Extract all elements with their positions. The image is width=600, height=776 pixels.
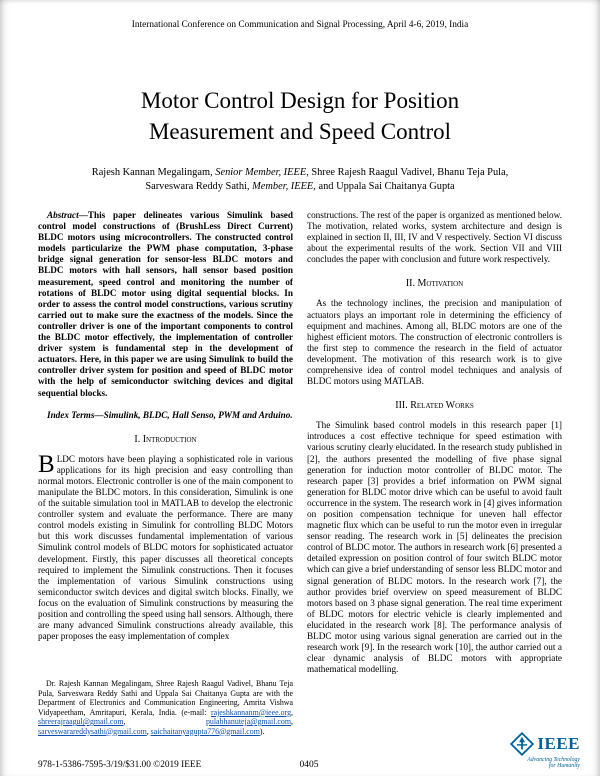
conference-header: International Conference on Communication and Signal Processing, April 4-6, 2019, India (131, 20, 469, 30)
membership-designation: Senior Member, IEEE (215, 167, 307, 178)
introduction-text: LDC motors have been playing a sophisticated role in various applications for its high precision and easy controlling than normal motors. Electronic controller is one of the main component to manipulate the BLDC motors. In this consideration, Simulink is one of the suitable simulation tool in MATLAB to develop the electronic controller system and evaluate the performance. There are many control models existing in Simulink for controlling BLDC Motors but this work discusses fundamental implementation of various Simulink control models of BLDC motors for sophisticated actuator development. Firstly, this paper discusses all theoretical concepts required to implement the Simulink constructions. Then it focuses the implementation of various Simulink constructions using semiconductor switch devices and digital switch blocks. Finally, we focus on the evaluation of Simulink constructions by measuring the position and controlling the speed using hall sensors. Although, there are many advanced Simulink constructions already available, this paper proposes the easy implementation of complex (38, 453, 293, 642)
tagline-line2: for Humanity (548, 763, 580, 770)
footnote-text: Dr. Rajesh Kannan Megalingam, Shree Rajesh Raagul Vadivel, Bhanu Teja Pula, Sarveswara Reddy Sathi and Uppala Sai Chaitanya Gupta are with the Department of Electronics and Communication Engineering, Amrita Vishwa Vidyapeetham, Amritapuri, Kerala, India. (e-mail: (38, 679, 293, 717)
page-number: 0405 (299, 760, 319, 770)
section-heading-related-works: III. Related Works (395, 400, 474, 412)
email-link[interactable]: saichaitanyagupta776@gmail.com (150, 726, 260, 736)
abstract-label: Abstract (47, 210, 79, 220)
footnote-closing: ). (259, 726, 265, 736)
ieee-logo-tagline (527, 757, 580, 770)
right-column (307, 210, 562, 738)
email-link[interactable]: shreerajraagul@gmail.com (38, 717, 124, 726)
paper-title-line2: Measurement and Speed Control (148, 119, 452, 144)
ieee-diamond-icon (510, 732, 534, 756)
two-column-body (38, 210, 562, 738)
related-works-paragraph: The Simulink based control models in this research paper [1] introduces a cost effective technique for speed estimation with various scrutiny clearly elucidated. In the research study published in [2], the authors presented the modelling of five phase signal generation for induction motor controller of BLDC motor. The research paper [3] provides a brief information on PWM signal generation for BLDC motor drive which can be useful to avoid fault occurrence in the system. The research work in [4] gives information on position compensation technique for uneven hall effector magnetic flux which can be useful to run the motor even in irregular sensor reading. The research work in [5] delineates the precision control of BLDC motor. The authors in research work [6] presented a detailed expression on position control of four switch BLDC motor which can give a brief understanding of sensor less BLDC motor and signal generation of BLDC motors. In the research work [7], the author provides brief overview on speed measurement of BLDC motors based on 3 phase signal generation. The real time experiment of BLDC motors for electric vehicle is clearly implemented and elucidated in the research work [8]. The performance analysis of BLDC motor using various signal generation are carried out in the research work [9]. In the research work [10], the author carried out a clear dynamic analysis of BLDC motors with appropriate mathematical modelling. (307, 420, 562, 675)
copyright-notice: 978-1-5386-7595-3/19/$31.00 ©2019 IEEE (38, 760, 202, 770)
index-terms-text: —Simulink, BLDC, Hall Senso, PWM and Arduino. (94, 409, 293, 420)
paper-title (38, 85, 562, 147)
ieee-logo-text: IEEE (537, 733, 580, 753)
footnote-separator: , (146, 726, 151, 736)
author-name: Sarveswara Reddy Sathi, (145, 180, 253, 192)
ieee-logo (510, 732, 580, 770)
author-footnote (38, 679, 293, 738)
drop-cap: B (38, 450, 55, 478)
continuation-paragraph: constructions. The rest of the paper is organized as mentioned below. The motivation, related works, system architecture and design is explained in section II, III, IV and V respectively. Section VI discuss about the experimental results of the work. Section VII and VIII concludes the paper with conclusion and future work respectively. (307, 210, 562, 265)
section-heading-introduction: I. Introduction (134, 433, 197, 445)
ieee-logo-row (510, 732, 580, 756)
footnote-separator: , (291, 717, 293, 726)
authors-line2 (38, 180, 562, 194)
abstract-text: —This paper delineates various Simulink based control model constructions of (BrushLess Direct Current) BLDC motors using microcontrollers. The constructed control models particularize the PWM phase computation, 3-phase bridge signal generation for sensor-less BLDC motors and BLDC motors with hall sensors, hall sensor based position measurement, speed control and monitoring the number of rotations of BLDC motor using digital sequential blocks. In order to assess the control model constructions, various scrutiny carried out to make sure the exactness of the models. Since the controller driver is one of the important components to control the BLDC motor effectively, the implementation of controller driver system is fundamental step in the development of actuators. Here, in this paper we are using Simulink to build the controller driver system for position and speed of BLDC motor with the help of semiconductor switching devices and digital sequential blocks. (38, 210, 293, 398)
section-heading-motivation: II. Motivation (405, 278, 464, 290)
footer-right (319, 732, 581, 770)
author-names: , Shree Rajesh Raagul Vadivel, Bhanu Teja Pula, (306, 167, 509, 178)
tagline-line1: Advancing Technology (527, 756, 580, 763)
index-terms-paragraph (38, 410, 293, 421)
introduction-paragraph (38, 450, 293, 643)
paper-title-line1: Motor Control Design for Position (140, 88, 460, 113)
membership-designation: Member, IEEE (252, 180, 314, 192)
motivation-paragraph: As the technology inclines, the precision and manipulation of actuators plays an important role in determining the efficiency of equipment and machines. Among all, BLDC motors are one of the highest efficient motors. The construction of electronic controllers is the first step to commence the research in the field of actuator development. The motivation of this research work is to give comprehensive idea of control model techniques and analysis of BLDC motors using MATLAB. (307, 298, 562, 387)
index-terms-label: Index Terms (47, 409, 95, 420)
email-link[interactable]: pulabhanuteja@gmail.com (205, 717, 292, 726)
footnote-separator: , (123, 717, 206, 726)
authors-line1 (38, 166, 562, 180)
page-footer (38, 732, 580, 770)
authors-block (38, 166, 562, 193)
author-names: , and Uppala Sai Chaitanya Gupta (313, 180, 455, 192)
author-name: Rajesh Kannan Megalingam, (91, 167, 216, 178)
left-column (38, 210, 293, 738)
email-link[interactable]: rajeshkannanm@ieee.org (210, 707, 292, 717)
abstract-paragraph (38, 210, 293, 399)
email-link[interactable]: sarveswarareddysathi@gmail.com (38, 726, 147, 736)
footnote-separator: , (291, 707, 293, 717)
